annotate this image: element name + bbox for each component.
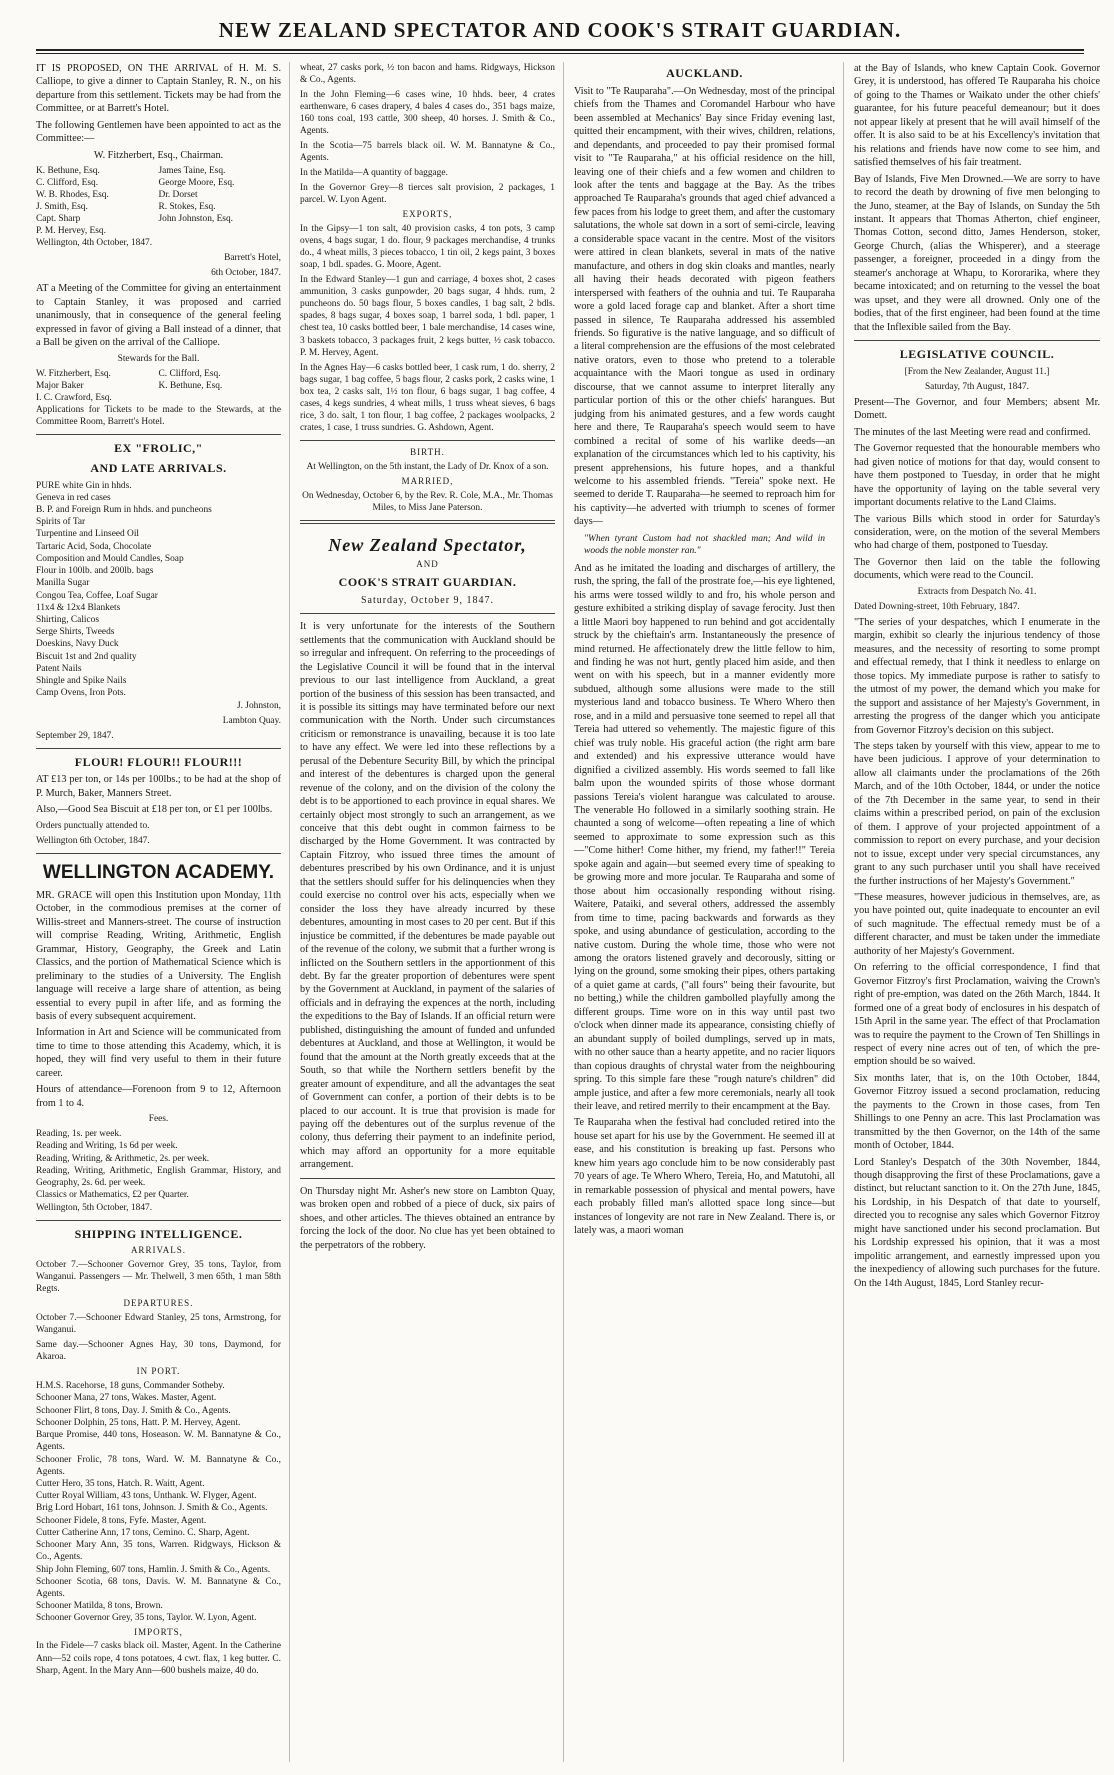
inport-list: [36, 1380, 281, 1624]
council-present: Present—The Governor, and four Members; absent Mr. Domett.: [854, 396, 1100, 422]
auckland-continued: at the Bay of Islands, who knew Captain Cook. Governor Grey, it is understood, has offered Te Rauparaha his choice of going to the Thames or Waikato under the other chiefs' guarantee, for his future peaceful demeanour; but it does not appear likely at present that he will avail himself of the offer. It is also said to be at his Excellency's invitation that his relations and friends have now come to see him, and satisfied themselves of his fair treatment.: [854, 63, 1100, 169]
goods-item: Flour in 100lb. and 200lb. bags: [36, 566, 154, 577]
steward: I. C. Crawford, Esq.: [36, 392, 112, 403]
column-2: [300, 62, 564, 1762]
inport-vessel: Schooner Matilda, 8 tons, Brown.: [36, 1601, 163, 1612]
divider: [300, 613, 555, 614]
barrett-date: 6th October, 1847.: [211, 268, 281, 279]
committee-member: George Moore, Esq.: [158, 178, 235, 189]
academy-hours: Hours of attendance—Forenoon from 9 to 12, Afternoon from 1 to 4.: [36, 1084, 281, 1109]
steward: W. Fitzherbert, Esq.: [36, 368, 111, 379]
extracts-heading: Extracts from Despatch No. 41.: [917, 586, 1037, 597]
frolic-subheading: AND LATE ARRIVALS.: [90, 460, 227, 475]
council-documents: The Governor then laid on the table the following documents, which were read to the Council.: [854, 556, 1100, 582]
despatch-para: The steps taken by yourself with this view, appear to me to have been judicious. I approve of your determination to allow all claimants under the proclamations of the 26th March, and of the 10th October, 1844, or under the notice of the 7th December in the same year, to send in their claims within a prescribed period, on pain of the exclusion of them. I approve of your projected appointment of a commission to report on every purchase, and your decision not to issue, except under very special circumstances, any grant to any such purchaser until you shall have received the further instructions of her Majesty's Government.": [854, 740, 1100, 887]
inport-vessel: Schooner Flirt, 8 tons, Day. J. Smith & Co., Agents.: [36, 1405, 231, 1416]
fee-item: Reading, Writing, Arithmetic, English Grammar, History, and Geography, 2s. 6d. per week.: [36, 1165, 281, 1189]
inport-vessel: H.M.S. Racehorse, 18 guns, Commander Sotheby.: [36, 1381, 225, 1392]
goods-item: Tartaric Acid, Soda, Chocolate: [36, 541, 152, 552]
calliope-committee-intro: The following Gentlemen have been appointed to act as the Committee:—: [36, 119, 281, 145]
calliope-notice: IT IS PROPOSED, ON THE ARRIVAL of H. M. S. Calliope, to give a dinner to Captain Stanley, R. N., on his departure from this settlement. Tickets may be had from the Committee, or at Barrett's Hotel.: [36, 63, 281, 115]
columns: [36, 62, 1100, 1762]
fee-item: Reading and Writing, 1s 6d per week.: [36, 1141, 178, 1152]
steward: C. Clifford, Esq.: [158, 368, 221, 379]
fees-heading: Fees.: [148, 1114, 169, 1125]
goods-item: Composition and Mould Candles, Soap: [36, 553, 184, 564]
despatch-para: Lord Stanley's Despatch of the 30th November, 1844, though disapproving the first of these Proclamations, gave a distinct, but reluctant sanction to it. On the 27th June, 1845, his Lordship, in his Despatch of that date to yourself, directed you to recognise any sales which Governor Fitzroy might have sanctioned under his second proclamation. But his Lordship expressed his opinion, that it was a most impolitic arrangement, and earnestly impressed upon you the inexpediency of allowing such purchases for the future. On the 14th August, 1845, Lord Stanley recur-: [854, 1156, 1100, 1289]
goods-item: Patent Nails: [36, 663, 82, 674]
stewards-heading: Stewards for the Ball.: [117, 353, 200, 364]
goods-item: Biscuit 1st and 2nd quality: [36, 651, 137, 662]
robbery-notice: On Thursday night Mr. Asher's new store on Lambton Quay, was broken open and robbed of a piece of duck, six pairs of shoes, and other articles. The thieves obtained an entrance by forcing the lock of the door. No clue has yet been obtained to the perpetrators of the robbery.: [300, 1185, 555, 1251]
council-source: [From the New Zealander, August 11.]: [904, 366, 1050, 377]
divider: [854, 340, 1100, 341]
imports-item: In the Governor Grey—8 tierces salt provision, 2 packages, 1 parcel. W. Lyon Agent.: [300, 183, 555, 206]
goods-item: Camp Ovens, Iron Pots.: [36, 688, 126, 699]
imports-heading: IMPORTS,: [134, 1626, 183, 1637]
divider: [300, 1178, 555, 1179]
fee-item: Reading, Writing, & Arithmetic, 2s. per week.: [36, 1153, 210, 1164]
academy-info: Information in Art and Science will be communicated from time to time to those attending this Academy, which, it is hoped, they will find very useful to them in their future career.: [36, 1027, 281, 1079]
barrett-place: Barrett's Hotel,: [224, 253, 281, 264]
column-1: [36, 62, 290, 1762]
frolic-date: September 29, 1847.: [36, 730, 114, 741]
fee-item: Reading, 1s. per week.: [36, 1129, 122, 1140]
inport-vessel: Schooner Mana, 27 tons, Wakes. Master, Agent.: [36, 1393, 217, 1404]
shipping-heading: SHIPPING INTELLIGENCE.: [74, 1226, 243, 1241]
exports-item: In the Gipsy—1 ton salt, 40 provision casks, 4 ton pots, 3 camp ovens, 4 bags sugar, 1 do. flour, 9 packages merchandise, 4 trunks do., 4 wheat mills, 3 pieces tobacco, 1 tin oil, 2 kegs paint, 3 boxes soap, 1 bdl. spades. G. Moore, Agent.: [300, 224, 555, 271]
council-request: The Governor requested that the honourable members who had given notice of motions for that day, would consent to have them postponed to Tuesday, in order that he might have the opportunity of laying on the table several very important documents relative to the Land Claims.: [854, 443, 1100, 509]
inport-vessel: Cutter Catherine Ann, 17 tons, Cemino. C. Sharp, Agent.: [36, 1527, 250, 1538]
committee-member: Capt. Sharp: [36, 214, 81, 225]
paper-date: Saturday, October 9, 1847.: [360, 595, 495, 607]
committee-member: Dr. Dorset: [158, 190, 198, 201]
frolic-heading: EX "FROLIC,": [114, 440, 203, 455]
inport-vessel: Schooner Governor Grey, 35 tons, Taylor. W. Lyon, Agent.: [36, 1613, 257, 1624]
paper-subtitle: COOK'S STRAIT GUARDIAN.: [338, 575, 517, 590]
masthead: NEW ZEALAND SPECTATOR AND COOK'S STRAIT GUARDIAN.: [218, 18, 902, 42]
departure-entry: October 7.—Schooner Edward Stanley, 25 tons, Armstrong, for Wanganui.: [36, 1313, 281, 1336]
auckland-article-cont: And as he imitated the loading and discharges of artillery, the rush, the spring, the fall of the prostrate foe,—his eye lightened, his arms were tossed wildly to and fro, his whole person and gesture exhibited a striking display of savage ferocity. Just then a little Maori boy happened to run behind and got accidentally struck by the chieftain's arm. Instantaneously the presence of mind returned. He affectionately drew the little fellow to him, and finding he was not hurt, gently placed him aside, and then went on with his speech, but in a manner evidently more subdued, although some allusions were made to the still mysterious land and tobacco business. Te Whero Whero then rose, and in a mild and persuasive tone seemed to repel all that Tereia had uttered so vehemently. The majestic figure of this chief was truly noble. His graceful action (the right arm bare and extended) and his expressive utterance would have dignified a civilized assembly. His words seemed to fall like balm upon the wounded spirits of those whose dormant passions Tereia's violent harangue was calculated to arouse. The venerable Ho followed in a similarly soothing strain. He chaunted a song of welcome—often repeating a line of which seemed to approximate to some expression such as this—"Come hither! Come hither, my friend, my father!!" Tereia spoke again and again—but seemed every time of speaking to be growing more and more jocular. Te Rauparaha and some of those about him occasionally responding without rising. Waitere, Pataiki, and several others, addressed the assembly from time to time, pacing backwards and forwards as they spoke, and using abundance of gesticulation, according to the native custom. During the whole time, those who were not among the orators listened gravely and decorously, sitting or lying on the ground, some smoking their pipes, others partaking of a quiet game at cards, ("all fours" being their favourite, but no betting,) while the children gambolled playfully among the different groups. Time wore on in this way until past two o'clock when dinner made its appearance, consisting chiefly of an abundant supply of boiled dumplings, served up in mats, with no other sauce than a hearty appetite, and no racier liquors than copious draughts of chrystal water from the neighbouring spring. To this simple fare these "rough nature's children" did ample justice, and after a few more ceremonials, nearly all took their leave, and retired merrily to their encampment at the Bay.: [574, 562, 835, 1112]
goods-item: Shingle and Spike Nails: [36, 676, 127, 687]
despatch-para: "The series of your despatches, which I enumerate in the margin, exhibit so clearly the injurious tendency of those measures, and the necessity of resorting to some prompt and effectual remedy, that I think it needless to enlarge on those topics. My immediate purpose is rather to satisfy to the utmost of my power, the demand which you make for the support and assistance of her Majesty's Government, in arresting the progress of the danger which you anticipate from Governor Fitzroy's decision on this subject.: [854, 616, 1100, 736]
committee-member: P. M. Hervey, Esq.: [36, 226, 106, 237]
ball-tickets: Applications for Tickets to be made to the Stewards, at the Committee Room, Barrett's Hotel.: [36, 404, 281, 427]
departures-heading: DEPARTURES.: [123, 1298, 194, 1309]
divider: [300, 440, 555, 441]
birth-heading: BIRTH.: [410, 446, 445, 457]
inport-vessel: Brig Lord Hobart, 161 tons, Johnson. J. Smith & Co., Agents.: [36, 1503, 268, 1514]
council-minutes: The minutes of the last Meeting were read and confirmed.: [854, 426, 1091, 438]
goods-item: 11x4 & 12x4 Blankets: [36, 602, 121, 613]
committee-member: J. Smith, Esq.: [36, 202, 88, 213]
frolic-signature: J. Johnston,: [236, 700, 281, 711]
steward: K. Bethune, Esq.: [158, 380, 223, 391]
auckland-article: Visit to "Te Rauparaha".—On Wednesday, most of the principal chiefs from the Thames and Coromandel Harbour who have been assembled at Mechanics' Bay since Friday evening last, quitted their encampment, with their wives, children, relations, and dependants, and proceeded to pay their promised formal visit to "Te Rauparaha," at his official residence on the hill, leaving one of their chiefs and a few women and children to look after the tents and baggage at the Bay. As the tribes approached Te Rauparaha's grounds that aged chief advanced a few paces from his lodge to greet them, and after the customary salutations, the whole sat down in a sort of semi-circle, leaving a considerable space vacant in the centre. Most of the visitors were attired in clean blankets, several in mats of the native manufacture, and others in dog skin cloaks and mantles, nearly all having their heads decorated with pigeon feathers interspersed with feathers of the ouhnia and tui. Te Rauparaha wore a gold laced forage cap and blanket. After a short time passed in silence, Te Rauparaha addressed his assembled friends. So figurative is the native language, and so difficult of a literal comprehension are the effusions of the most celebrated native orators, even to those who pretend to a tolerable acquaintance with the Maori tongue as used in ordinary discourse, that we cannot assume to interpret literally any particular portion of this or the other chiefs' harangues. But judging from his animated gestures, and a few words caught here and there, Te Rauparaha's speech would seem to have combined a recital of some of his warlike deeds—an explanation of the circumstances which led to his captivity, his present apprehensions, his future hopes, and a thankful welcome to his assembled friends. "Tereia" spoke next. He seemed to deride T. Rauparaha—he seemed to reproach him for his captivity—he adverted with triumph to scenes of former days—: [574, 85, 835, 528]
committee-member: C. Clifford, Esq.: [36, 178, 99, 189]
departure-entry: Same day.—Schooner Agnes Hay, 30 tons, Daymond, for Akaroa.: [36, 1340, 281, 1363]
divider: [36, 434, 281, 435]
goods-item: Manilla Sugar: [36, 578, 90, 589]
married-heading: MARRIED,: [401, 475, 454, 486]
calliope-date: Wellington, 4th October, 1847.: [36, 238, 153, 249]
imports-entry: In the Fidele—7 casks black oil. Master, Agent. In the Catherine Ann—52 coils rope, 4 tons potatoes, 4 cwt. flax, 1 keg butter. C. Sharp, Agent. In the Mary Ann—600 bushels maize, 40 do.: [36, 1641, 281, 1676]
frolic-goods-list: [36, 480, 281, 700]
divider: [36, 1220, 281, 1221]
academy-heading: WELLINGTON ACADEMY.: [42, 861, 275, 883]
paper-and: AND: [416, 559, 439, 570]
column-3: [574, 62, 844, 1762]
committee-member: James Taine, Esq.: [158, 166, 226, 177]
flour-heading: FLOUR! FLOUR!! FLOUR!!!: [74, 754, 243, 769]
frolic-place: Lambton Quay.: [222, 715, 281, 726]
inport-vessel: Schooner Mary Ann, 35 tons, Warren. Ridgways, Hickson & Co., Agents.: [36, 1540, 281, 1563]
column-4: [854, 62, 1108, 1762]
inport-vessel: Barque Promise, 440 tons, Hoseason. W. M. Bannatyne & Co., Agents.: [36, 1430, 281, 1453]
imports-continued: wheat, 27 casks pork, ½ ton bacon and hams. Ridgways, Hickson & Co., Agents.: [300, 63, 555, 86]
editorial: It is very unfortunate for the interests of the Southern settlements that the communication with Auckland should be so irregular and infrequent. On referring to the proceedings of the Legislative Council it will be found that in the interval previous to our last intelligence from Auckland, a great portion of the business of this session has been transacted, and it is possible its sittings may have terminated before our next communication with the North. Under such circumstances criticism or remonstrance is unavailing, because it is too late to have any effect. We were led into these reflections by a perusal of the Debenture Security Bill, by which the principal and interest of the debentures is charged upon the general revenue of the colony, and on the division of the colony the debt is to be apportioned to each province in equal shares. We certainly object most strongly to such an arrangement, as we conceive that this debt ought in common fairness to be discharged by the Home Government. It was contracted by Captain Fitzroy, who issued three times the amount of debentures prescribed by his own Ordinance, and it is unjust that the settlers should suffer for his delinquencies when they could exercise no control over his acts, especially when we consider the loss they have already incurred by these debentures, amounting in most cases to 20 per cent. But if this injustice be committed, if the debentures be made payable out of the revenue of the colony, we submit that a further wrong is inflicted on the Southern settlers in the apportionment of this debt. By far the greater proportion of debentures were spent by the Government at Auckland, in payment of the salaries of officials and in defraying the expences at the north, including the expeditions to the Bay of Islands. If an official return were published, distinguishing the amount of funded and unfunded debentures at Auckland, and those at Wellington, it would be found that the amount at the North greatly exceeds that at the South, so that while the Northern settlers benefit by the greater amount of expenditure, and all the advantages the seat of Government can confer, a portion of their debts is to be placed to our account. It is true that provision is made for paying off the debentures out of the surplus revenue of the colony, thus deferring their payment to an indefinite period, which may afford an opportunity for a more equitable arrangement.: [300, 621, 555, 1171]
imports-item: In the Scotia—75 barrels black oil. W. M. Bannatyne & Co., Agents.: [300, 141, 555, 164]
arrivals-heading: ARRIVALS.: [130, 1245, 187, 1256]
council-bills: The various Bills which stood in order for Saturday's consideration, were, on the motion of the several Members who had charge of them, postponed to Tuesday.: [854, 513, 1100, 552]
despatch-para: Six months later, that is, on the 10th October, 1844, Governor Fitzroy issued a second proclamation, reducing the payments to the Crown in those cases, from Ten Shillings to one Penny an acre. This last Proclamation was transmitted by the then Governor, on the 14th of the same month of October, 1844.: [854, 1072, 1100, 1152]
drowning-article: Bay of Islands, Five Men Drowned.—We are sorry to have to record the death by drowning of five men belonging to the Juno, steamer, at the Bay of Islands, on Sunday the 5th instant. It appears that Thomas Atherton, chief engineer, Thomas Cotton, second ditto, James Henderson, stoker, George Church, (alias the Whisperer), and a steerage passenger, a foreigner, proceeded in a dingy from the steamer's anchorage at Whapu, to Kororarika, where they became intoxicated; and on returning to the vessel the boat was upset, and they were all drowned. Only one of the bodies, that of the first engineer, had been found at the time that the Inflexible sailed from the Bay.: [854, 173, 1100, 333]
ball-notice: AT a Meeting of the Committee for giving an entertainment to Captain Stanley, it was proposed and carried unanimously, that in consequence of the general feeling expressed in favor of giving a Ball instead of a dinner, that a Ball be given on the arrival of the Calliope.: [36, 283, 281, 349]
steward: Major Baker: [36, 380, 84, 391]
stewards-list: [36, 368, 281, 404]
fees-list: [36, 1128, 281, 1201]
auckland-quote: "When tyrant Custom had not shackled man; And wild in woods the noble monster ran.": [584, 533, 825, 557]
council-date: Saturday, 7th August, 1847.: [924, 381, 1030, 392]
despatch-para: On referring to the official correspondence, I find that Governor Fitzroy's first Proclamation, waiving the Crown's right of pre-emption, was dated on the 26th March, 1844. It formed one of a great body of enclosures in his despatch of 15th April in the same year. The effect of that Proclamation was to require the payment to the Crown of Ten Shillings in respect of every nine acres out of ten, of which the pre-emption should be so waived.: [854, 962, 1100, 1068]
divider: [36, 748, 281, 749]
goods-item: Geneva in red cases: [36, 492, 111, 503]
married-notice: On Wednesday, October 6, by the Rev. R. Cole, M.A., Mr. Thomas Miles, to Miss Jane Paterson.: [302, 490, 553, 513]
inport-vessel: Cutter Royal William, 43 tons, Unthank. W. Flyger, Agent.: [36, 1491, 257, 1502]
committee-member: John Johnston, Esq.: [158, 214, 233, 225]
goods-item: Doeskins, Navy Duck: [36, 639, 119, 650]
flour-orders: Orders punctually attended to.: [36, 820, 150, 831]
extracts-date: Dated Downing-street, 10th February, 1847.: [854, 601, 1020, 612]
despatch-para: "These measures, however judicious in themselves, are, as you have pointed out, quite inadequate to encounter an evil of such magnitude. The effectual remedy must be of a different character, and must be taken under the immediate authority of her Majesty's Government.: [854, 891, 1100, 957]
fee-item: Classics or Mathematics, £2 per Quarter.: [36, 1190, 189, 1201]
auckland-heading: AUCKLAND.: [666, 66, 743, 80]
calliope-chairman: W. Fitzherbert, Esq., Chairman.: [93, 149, 224, 161]
inport-vessel: Ship John Fleming, 607 tons, Hamlin. J. Smith & Co., Agents.: [36, 1564, 271, 1575]
divider: [300, 520, 555, 524]
goods-item: Congou Tea, Coffee, Loaf Sugar: [36, 590, 158, 601]
auckland-article-end: Te Rauparaha when the festival had concluded retired into the house set apart for his use by the Government. He seemed ill at ease, and his constitution is breaking up fast. Persons who knew him years ago conclude him to be now considerably past 70 years of age. Te Whero Whero, Tereia, Ho, and Matutohi, all in remarkable possession of physical and mental powers, have each probably filled man's allotted space long since—but instances of longevity are not rare in New Zealand. There is, or lately was, a maori woman: [574, 1117, 835, 1237]
inport-vessel: Schooner Dolphin, 25 tons, Hatt. P. M. Hervey, Agent.: [36, 1417, 241, 1428]
masthead-rule: [36, 49, 1084, 54]
imports-item: In the John Fleming—6 cases wine, 10 hhds. beer, 4 crates earthenware, 6 cases drapery, 4 bales 4 cases do., 351 bags maize, 160 tons coal, 193 cattle, 300 sheep, 40 horses. J. Smith & Co., Agents.: [300, 90, 555, 137]
academy-date: Wellington, 5th October, 1847.: [36, 1202, 153, 1213]
inport-vessel: Cutter Hero, 35 tons, Hatch. R. Waitt, Agent.: [36, 1478, 205, 1489]
committee-list: [36, 165, 281, 237]
exports-heading: EXPORTS,: [402, 209, 453, 220]
goods-item: Turpentine and Linseed Oil: [36, 529, 140, 540]
imports-item: In the Matilda—A quantity of baggage.: [300, 168, 448, 179]
inport-heading: IN PORT.: [136, 1366, 181, 1377]
biscuit-notice: Also,—Good Sea Biscuit at £18 per ton, or £1 per 100lbs.: [36, 804, 273, 816]
goods-item: B. P. and Foreign Rum in hhds. and puncheons: [36, 505, 212, 515]
goods-item: Shirting, Calicos: [36, 614, 100, 625]
exports-item: In the Agnes Hay—6 casks bottled beer, 1 cask rum, 1 do. sherry, 2 bags sugar, 1 bag coffee, 5 bags flour, 2 casks pork, 2 casks wine, 1 box tea, 2 casks salt, 1½ ton flour, 6 bags sugar, 1 bag coffee, 4 cases, 4 kegs sundries, 4 wheat mills, 1 truss wheat sieves, 6 bags rice, 3 do. salt, 1 ton flour, 1 bag coffee, 2 packages woolpacks, 2 crates, 1 case, 1 truss sundries. G. Ashdown, Agent.: [300, 362, 555, 433]
goods-item: Serge Shirts, Tweeds: [36, 627, 115, 638]
inport-vessel: Schooner Frolic, 78 tons, Ward. W. M. Bannatyne & Co., Agents.: [36, 1454, 281, 1477]
goods-item: PURE white Gin in hhds.: [36, 480, 132, 491]
committee-member: R. Stokes, Esq.: [158, 202, 216, 213]
committee-member: W. B. Rhodes, Esq.: [36, 190, 109, 201]
committee-member: K. Bethune, Esq.: [36, 166, 100, 177]
divider: [36, 853, 281, 854]
goods-item: Spirits of Tar: [36, 517, 86, 528]
council-heading: LEGISLATIVE COUNCIL.: [899, 347, 1055, 362]
inport-vessel: Schooner Fidele, 8 tons, Fyfe. Master, Agent.: [36, 1515, 207, 1526]
paper-title: New Zealand Spectator,: [328, 534, 527, 555]
inport-vessel: Schooner Scotia, 68 tons, Davis. W. M. Bannatyne & Co., Agents.: [36, 1576, 281, 1599]
flour-date: Wellington 6th October, 1847.: [36, 835, 150, 846]
arrivals-entry: October 7.—Schooner Governor Grey, 35 tons, Taylor, from Wanganui. Passengers — Mr. Thelwell, 3 men 65th, 1 man 58th Regts.: [36, 1260, 281, 1295]
birth-notice: At Wellington, on the 5th instant, the Lady of Dr. Knox of a son.: [306, 461, 549, 472]
flour-notice: AT £13 per ton, or 14s per 100lbs.; to be had at the shop of P. Murch, Baker, Manners Street.: [36, 774, 281, 799]
exports-item: In the Edward Stanley—1 gun and carriage, 4 boxes shot, 2 cases ammunition, 3 casks gunpowder, 20 bags sugar, 4 hhds. rum, 2 puncheons do. 50 bags flour, 5 boxes candles, 1 bag salt, 2 bdls. spades, 8 bags sugar, 4 boxes soap, 1 barrel soda, 1 bdl. paper, 1 chest tea, 10 casks bottled beer, 1 bale merchandise, 14 cases wine, 3 baskets tobacco, 3 packages fruit, 2 kegs butter, ½ cask tobacco. P. M. Hervey, Agent.: [300, 275, 555, 358]
academy-intro: MR. GRACE will open this Institution upon Monday, 11th October, in the commodious premises at the corner of Willis-street and Manners-street. The course of instruction will comprise Reading, Writing, Arithmetic, English Grammar, History, Geography, the Greek and Latin Classics, and the portion of Mathematical Science which is preliminary to the studies of a University. The English language will receive a large share of attention, as being essential to every pupil in after life, and as forming the basis of every subsequent acquirement.: [36, 889, 281, 1022]
